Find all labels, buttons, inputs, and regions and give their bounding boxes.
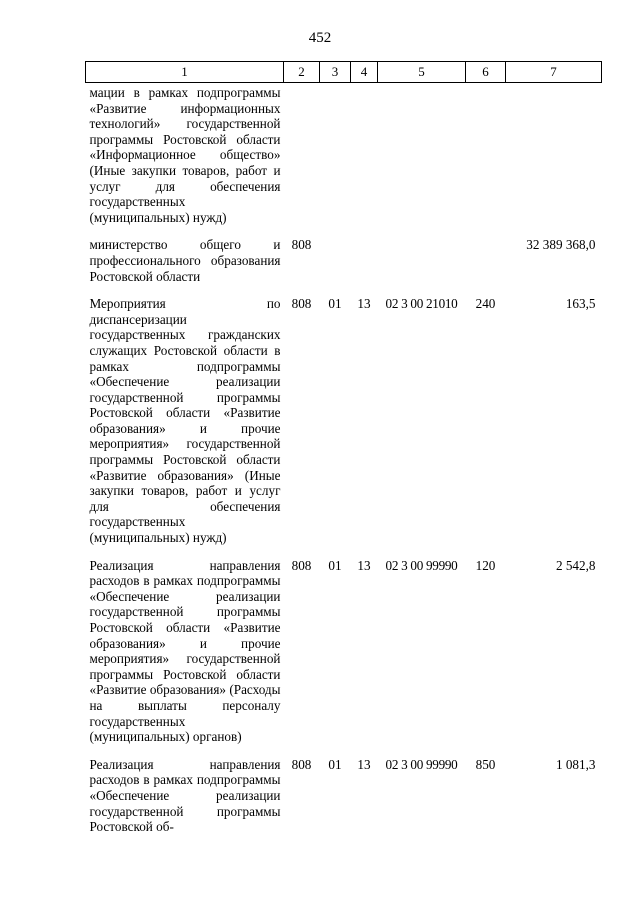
row-ministry-code — [284, 83, 320, 234]
row-expense-type — [466, 233, 506, 292]
row-subsection: 13 — [357, 296, 371, 312]
header-col-3: 3 — [320, 62, 351, 83]
table-header-row — [86, 62, 602, 83]
table-row — [86, 233, 602, 292]
row-expense-type: 120 — [475, 557, 496, 573]
row-name: Реализация направления расходов в рамках подпрограммы «Обеспечение реализации государственной программы Ростовской об- — [89, 756, 281, 835]
row-target-article: 02 3 00 99990 — [385, 756, 458, 772]
page-number: 452 — [308, 30, 332, 46]
row-amount: 2 542,8 — [555, 557, 596, 573]
row-expense-type — [466, 83, 506, 234]
header-col-1: 1 — [86, 62, 284, 83]
budget-table — [85, 61, 602, 843]
header-col-2: 2 — [284, 62, 320, 83]
header-col-7: 7 — [506, 62, 602, 83]
row-target-article: 02 3 00 99990 — [385, 557, 458, 573]
row-section — [320, 83, 351, 234]
row-section: 01 — [328, 296, 342, 312]
table-row — [86, 83, 602, 234]
row-subsection — [351, 233, 378, 292]
row-section — [320, 233, 351, 292]
row-amount: 163,5 — [565, 296, 596, 312]
row-section: 01 — [328, 557, 342, 573]
row-subsection — [351, 83, 378, 234]
row-name: Мероприятия по диспансеризации государственных гражданских служащих Ростовской области в рамках подпрограммы «Обеспечение реализации государственной программы Ростовской области «Развитие образования» и прочие мероприятия» государственной программы Ростовской области «Развитие образования» (Иные закупки товаров, работ и услуг для обеспечения государственных (муниципальных) нужд) — [89, 296, 281, 546]
row-amount — [506, 83, 602, 234]
row-name: мации в рамках подпрограммы «Развитие информационных технологий» государственной программы Ростовской области «Информационное общество» (Иные закупки товаров, работ и услуг для обеспечения государственных (муниципальных) нужд) — [89, 85, 281, 225]
row-expense-type: 240 — [475, 296, 496, 312]
row-ministry-code: 808 — [291, 557, 312, 573]
row-target-article — [378, 83, 466, 234]
row-name: министерство общего и профессионального образования Ростовской области — [89, 237, 281, 284]
table-row — [86, 753, 602, 843]
row-name: Реализация направления расходов в рамках подпрограммы «Обеспечение реализации государственной программы Ростовской области «Развитие образования» и прочие мероприятия» государственной программы Ростовской области «Развитие образования» (Расходы на выплаты персоналу государственных (муниципальных) органов) — [89, 557, 281, 745]
row-subsection: 13 — [357, 756, 371, 772]
row-ministry-code: 808 — [291, 237, 312, 253]
row-amount: 32 389 368,0 — [526, 237, 596, 253]
row-ministry-code: 808 — [291, 296, 312, 312]
row-section: 01 — [328, 756, 342, 772]
row-subsection: 13 — [357, 557, 371, 573]
row-expense-type: 850 — [475, 756, 496, 772]
table-row — [86, 554, 602, 753]
header-col-5: 5 — [378, 62, 466, 83]
header-col-6: 6 — [466, 62, 506, 83]
row-target-article — [378, 233, 466, 292]
row-ministry-code: 808 — [291, 756, 312, 772]
row-target-article: 02 3 00 21010 — [385, 296, 458, 312]
row-amount: 1 081,3 — [555, 756, 596, 772]
header-col-4: 4 — [351, 62, 378, 83]
table-row — [86, 292, 602, 554]
